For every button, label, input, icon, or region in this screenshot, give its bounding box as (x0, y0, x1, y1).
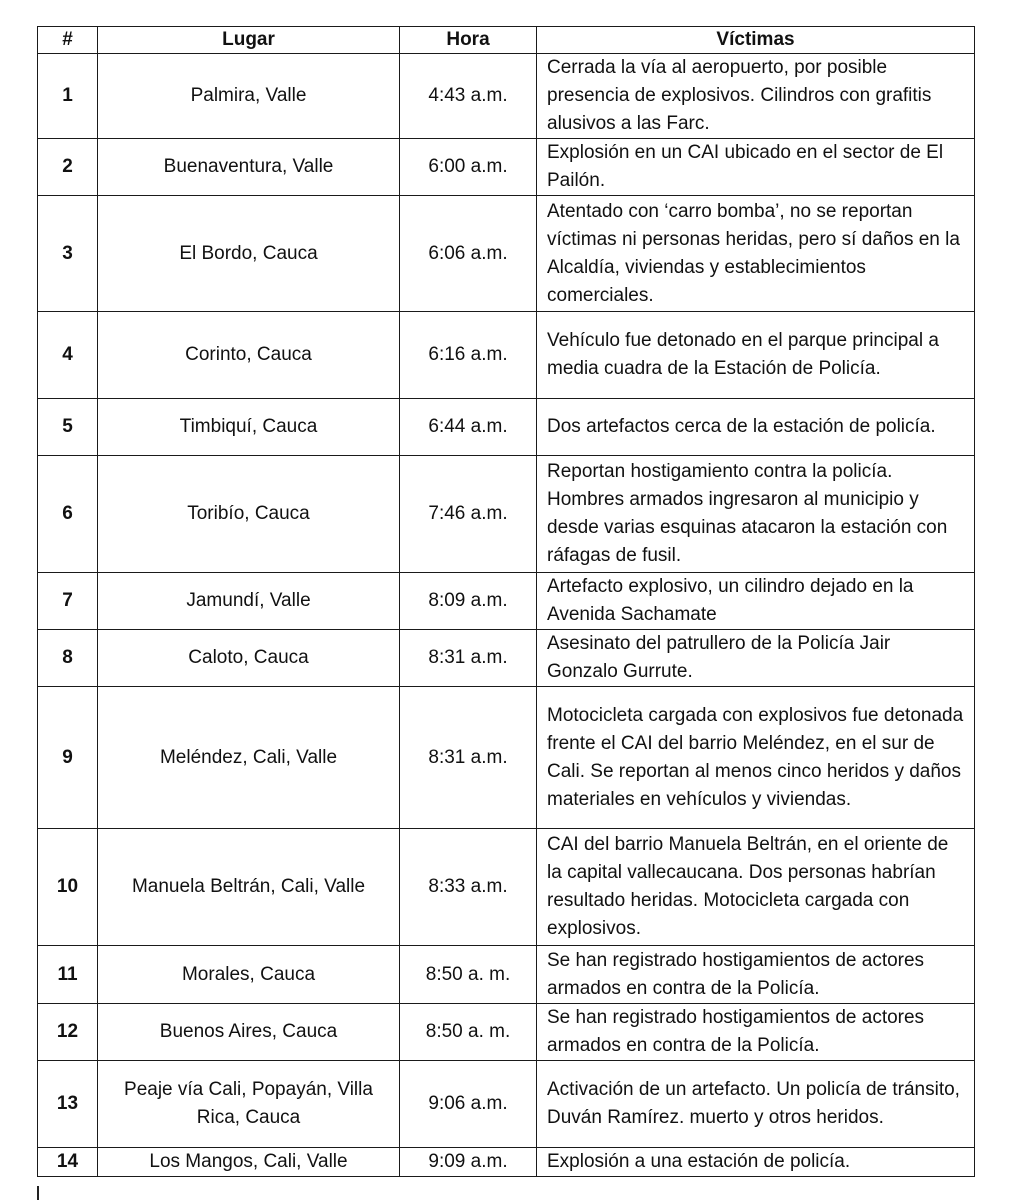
row-victims: Activación de un artefacto. Un policía de tránsito, Duván Ramírez. muerto y otros heridos. (537, 1061, 975, 1148)
row-place: Meléndez, Cali, Valle (98, 687, 400, 829)
row-place: El Bordo, Cauca (98, 196, 400, 312)
header-place: Lugar (98, 27, 400, 54)
row-number: 11 (38, 946, 98, 1004)
row-place: Palmira, Valle (98, 54, 400, 139)
row-number: 10 (38, 829, 98, 946)
row-number: 13 (38, 1061, 98, 1148)
table-row (38, 573, 975, 630)
row-time: 9:09 a.m. (400, 1148, 537, 1177)
header-time: Hora (400, 27, 537, 54)
row-place: Manuela Beltrán, Cali, Valle (98, 829, 400, 946)
row-place: Buenos Aires, Cauca (98, 1004, 400, 1061)
row-place: Peaje vía Cali, Popayán, Villa Rica, Cauca (98, 1061, 400, 1148)
table-row (38, 946, 975, 1004)
row-number: 5 (38, 399, 98, 456)
row-victims: Vehículo fue detonado en el parque principal a media cuadra de la Estación de Policía. (537, 312, 975, 399)
row-place: Caloto, Cauca (98, 630, 400, 687)
row-place: Jamundí, Valle (98, 573, 400, 630)
table-row (38, 399, 975, 456)
row-time: 8:31 a.m. (400, 630, 537, 687)
row-time: 7:46 a.m. (400, 456, 537, 573)
row-number: 7 (38, 573, 98, 630)
row-place: Toribío, Cauca (98, 456, 400, 573)
table-header-row (38, 27, 975, 54)
row-time: 8:50 a. m. (400, 946, 537, 1004)
row-victims: Artefacto explosivo, un cilindro dejado en la Avenida Sachamate (537, 573, 975, 630)
row-victims: Motocicleta cargada con explosivos fue detonada frente el CAI del barrio Meléndez, en el sur de Cali. Se reportan al menos cinco heridos y daños materiales en vehículos y viviendas. (537, 687, 975, 829)
row-victims: Asesinato del patrullero de la Policía Jair Gonzalo Gurrute. (537, 630, 975, 687)
row-number: 2 (38, 139, 98, 196)
row-victims: Se han registrado hostigamientos de actores armados en contra de la Policía. (537, 1004, 975, 1061)
table-row (38, 456, 975, 573)
row-time: 6:00 a.m. (400, 139, 537, 196)
row-time: 8:09 a.m. (400, 573, 537, 630)
row-time: 4:43 a.m. (400, 54, 537, 139)
row-time: 9:06 a.m. (400, 1061, 537, 1148)
table-row (38, 54, 975, 139)
header-number: # (38, 27, 98, 54)
row-victims: Explosión a una estación de policía. (537, 1148, 975, 1177)
row-time: 8:31 a.m. (400, 687, 537, 829)
page-edge-mark (37, 1186, 39, 1200)
row-time: 6:16 a.m. (400, 312, 537, 399)
row-place: Los Mangos, Cali, Valle (98, 1148, 400, 1177)
row-victims: Explosión en un CAI ubicado en el sector de El Pailón. (537, 139, 975, 196)
row-number: 12 (38, 1004, 98, 1061)
header-victims: Víctimas (537, 27, 975, 54)
row-number: 3 (38, 196, 98, 312)
table-row (38, 1148, 975, 1177)
row-place: Morales, Cauca (98, 946, 400, 1004)
row-time: 6:06 a.m. (400, 196, 537, 312)
table-row (38, 1061, 975, 1148)
table-row (38, 139, 975, 196)
row-number: 8 (38, 630, 98, 687)
row-place: Corinto, Cauca (98, 312, 400, 399)
row-number: 9 (38, 687, 98, 829)
row-place: Buenaventura, Valle (98, 139, 400, 196)
table-row (38, 687, 975, 829)
row-victims: CAI del barrio Manuela Beltrán, en el oriente de la capital vallecaucana. Dos personas habrían resultado heridas. Motocicleta cargada con explosivos. (537, 829, 975, 946)
row-victims: Cerrada la vía al aeropuerto, por posible presencia de explosivos. Cilindros con grafitis alusivos a las Farc. (537, 54, 975, 139)
table-row (38, 312, 975, 399)
attacks-table (37, 26, 975, 1177)
row-number: 14 (38, 1148, 98, 1177)
table-row (38, 630, 975, 687)
row-time: 6:44 a.m. (400, 399, 537, 456)
row-victims: Atentado con ‘carro bomba’, no se reportan víctimas ni personas heridas, pero sí daños en la Alcaldía, viviendas y establecimientos comerciales. (537, 196, 975, 312)
row-victims: Se han registrado hostigamientos de actores armados en contra de la Policía. (537, 946, 975, 1004)
row-number: 4 (38, 312, 98, 399)
row-number: 1 (38, 54, 98, 139)
row-victims: Dos artefactos cerca de la estación de policía. (537, 399, 975, 456)
row-time: 8:50 a. m. (400, 1004, 537, 1061)
table-row (38, 1004, 975, 1061)
table-row (38, 196, 975, 312)
row-place: Timbiquí, Cauca (98, 399, 400, 456)
row-time: 8:33 a.m. (400, 829, 537, 946)
row-victims: Reportan hostigamiento contra la policía. Hombres armados ingresaron al municipio y desde varias esquinas atacaron la estación con ráfagas de fusil. (537, 456, 975, 573)
table-row (38, 829, 975, 946)
row-number: 6 (38, 456, 98, 573)
